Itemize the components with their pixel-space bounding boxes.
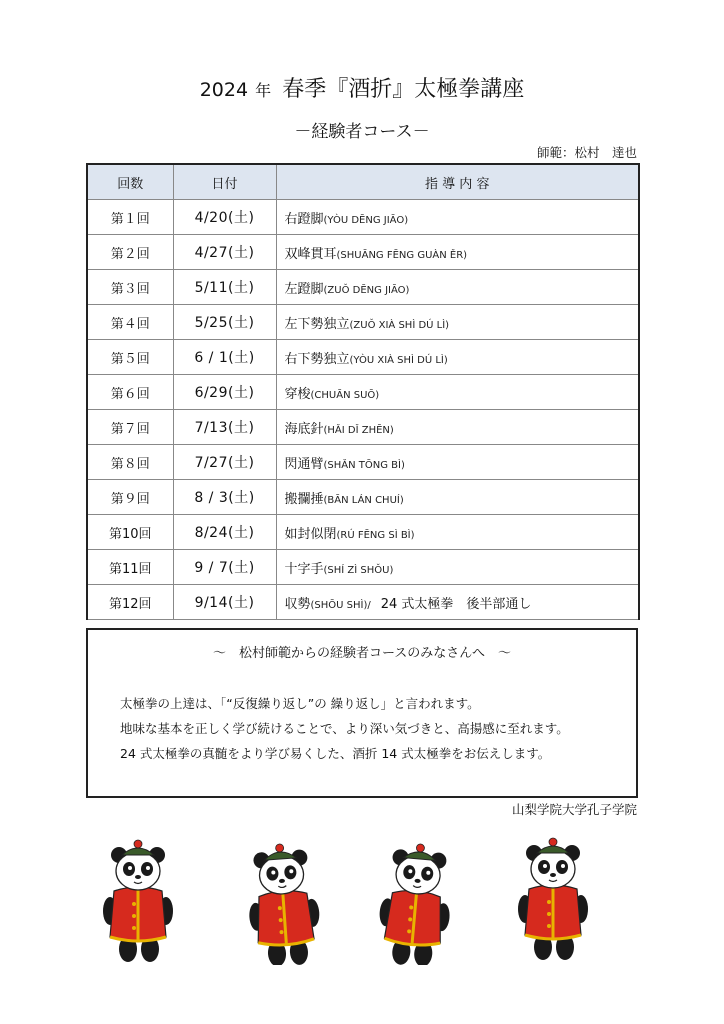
table-row xyxy=(87,340,639,375)
session-date: 4/20(土) xyxy=(173,200,276,235)
schedule-table-container xyxy=(86,163,638,620)
session-date: 7/27(土) xyxy=(173,445,276,480)
message-line: 24 式太極拳の真髄をより学び易くした、酒折 14 式太極拳をお伝えします。 xyxy=(120,746,551,761)
session-date: 4/27(土) xyxy=(173,235,276,270)
table-row xyxy=(87,200,639,235)
move-name: 十字手 xyxy=(284,561,324,577)
title-year-suffix: 年 xyxy=(255,81,272,100)
session-date: 8 / 3(土) xyxy=(173,480,276,515)
move-name: 搬攔捶 xyxy=(284,491,324,507)
schedule-table xyxy=(86,163,640,620)
panda-illustrations xyxy=(0,835,724,965)
move-pinyin: (YÒU XIÀ SHÌ DÚ LÌ) xyxy=(349,354,448,366)
session-number: 第７回 xyxy=(87,410,173,445)
session-number: 第１回 xyxy=(87,200,173,235)
move-name: 如封似閉 xyxy=(284,526,337,542)
title-year: 2024 xyxy=(199,79,249,101)
session-content xyxy=(276,550,639,585)
session-content xyxy=(276,375,639,410)
page-subtitle: －経験者コース－ xyxy=(294,122,430,142)
move-pinyin: (SHŌU SHÌ)/ xyxy=(310,599,371,611)
move-pinyin: (YÒU DĒNG JIĀO) xyxy=(323,214,409,226)
session-date: 6 / 1(土) xyxy=(173,340,276,375)
move-pinyin: (HǍI DǏ ZHĒN) xyxy=(323,424,394,436)
message-heading: ～ 松村師範からの経験者コースのみなさんへ ～ xyxy=(212,646,512,661)
session-content xyxy=(276,200,639,235)
session-content xyxy=(276,585,639,620)
table-row xyxy=(87,550,639,585)
panda-1-icon xyxy=(103,840,173,962)
move-pinyin: (SHǍN TŌNG BÌ) xyxy=(323,459,405,471)
session-number: 第11回 xyxy=(87,550,173,585)
table-header-row xyxy=(87,164,639,200)
move-name: 閃通臂 xyxy=(284,456,324,472)
session-content xyxy=(276,445,639,480)
organization-name: 山梨学院大学孔子学院 xyxy=(511,802,637,817)
move-pinyin: (ZUǑ XIÀ SHÌ DÚ LÌ) xyxy=(349,319,450,331)
session-date: 9 / 7(土) xyxy=(173,550,276,585)
session-number: 第４回 xyxy=(87,305,173,340)
move-name: 左蹬脚 xyxy=(284,281,324,297)
move-name: 左下勢独立 xyxy=(284,316,350,332)
table-row xyxy=(87,410,639,445)
table-row xyxy=(87,445,639,480)
session-content xyxy=(276,480,639,515)
table-row xyxy=(87,305,639,340)
move-extra: 24 式太極拳 後半部通し xyxy=(380,596,532,612)
table-row xyxy=(87,375,639,410)
session-content xyxy=(276,235,639,270)
message-body xyxy=(120,691,636,766)
move-pinyin: (SHÍ ZÌ SHǑU) xyxy=(323,564,394,576)
session-date: 5/11(土) xyxy=(173,270,276,305)
session-content xyxy=(276,305,639,340)
session-date: 8/24(土) xyxy=(173,515,276,550)
session-content xyxy=(276,270,639,305)
message-line: 地味な基本を正しく学び続けることで、より深い気づきと、高揚感に至れます。 xyxy=(120,721,569,736)
session-date: 5/25(土) xyxy=(173,305,276,340)
instructor-name: 師範：松村 達也 xyxy=(536,145,637,160)
session-number: 第５回 xyxy=(87,340,173,375)
session-number: 第10回 xyxy=(87,515,173,550)
session-number: 第３回 xyxy=(87,270,173,305)
move-name: 収勢 xyxy=(284,596,311,612)
panda-3-icon xyxy=(375,841,455,965)
session-date: 9/14(土) xyxy=(173,585,276,620)
move-pinyin: (CHUĀN SUŌ) xyxy=(310,389,380,401)
move-pinyin: (ZUǑ DĒNG JIĀO) xyxy=(323,284,410,296)
table-row xyxy=(87,480,639,515)
panda-4-icon xyxy=(518,838,588,960)
move-name: 双峰貫耳 xyxy=(284,246,337,262)
move-name: 穿梭 xyxy=(284,386,311,402)
table-row xyxy=(87,235,639,270)
panda-2-icon xyxy=(244,842,322,965)
table-row xyxy=(87,515,639,550)
message-line: 太極拳の上達は、「“反復繰り返し”の 繰り返し」と言われます。 xyxy=(120,696,480,711)
move-name: 右下勢独立 xyxy=(284,351,350,367)
move-name: 海底針 xyxy=(284,421,324,437)
header-content: 指 導 内 容 xyxy=(276,164,639,200)
session-date: 7/13(土) xyxy=(173,410,276,445)
message-box xyxy=(86,628,638,798)
session-number: 第８回 xyxy=(87,445,173,480)
page-title xyxy=(0,72,724,103)
table-row xyxy=(87,270,639,305)
session-number: 第６回 xyxy=(87,375,173,410)
move-pinyin: (BĀN LÁN CHUÍ) xyxy=(323,494,404,506)
header-date: 日付 xyxy=(173,164,276,200)
session-content xyxy=(276,340,639,375)
session-number: 第９回 xyxy=(87,480,173,515)
table-row xyxy=(87,585,639,620)
session-content xyxy=(276,515,639,550)
title-main: 春季『酒折』太極拳講座 xyxy=(282,77,525,102)
move-pinyin: (SHUĀNG FĒNG GUÀN ĚR) xyxy=(336,249,468,261)
session-number: 第12回 xyxy=(87,585,173,620)
session-content xyxy=(276,410,639,445)
move-name: 右蹬脚 xyxy=(284,211,324,227)
header-session: 回数 xyxy=(87,164,173,200)
move-pinyin: (RÚ FĒNG SÌ BÌ) xyxy=(336,529,415,541)
session-number: 第２回 xyxy=(87,235,173,270)
session-date: 6/29(土) xyxy=(173,375,276,410)
